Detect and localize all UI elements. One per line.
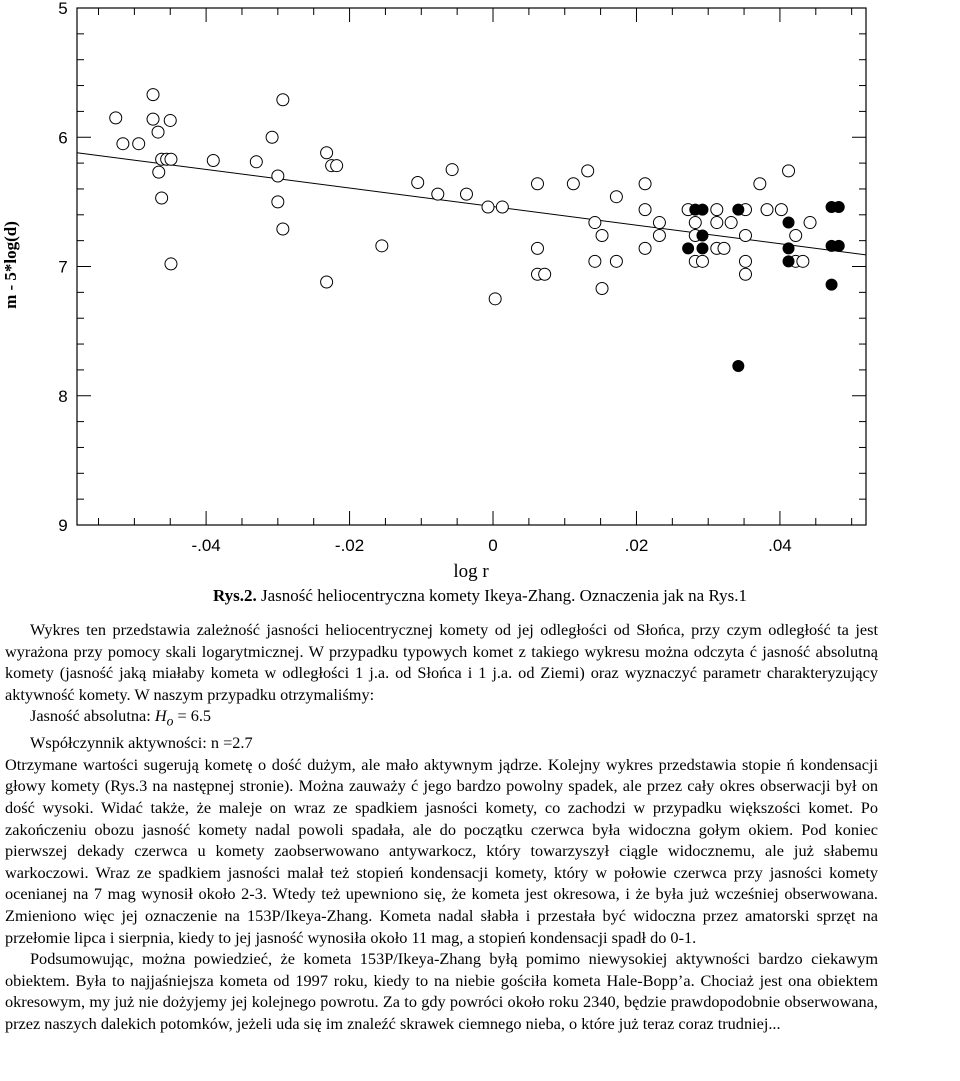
data-point-open: [739, 255, 751, 267]
data-point-open: [582, 165, 594, 177]
data-point-open: [110, 112, 122, 124]
data-point-open: [775, 204, 787, 216]
abs-subscript: o: [166, 713, 174, 729]
abs-label: Jasność absolutna:: [30, 706, 151, 726]
y-tick-label: 8: [58, 386, 68, 406]
data-point-open: [596, 282, 608, 294]
data-point-open: [596, 229, 608, 241]
data-point-filled: [833, 202, 844, 213]
data-point-filled: [783, 256, 794, 267]
data-point-open: [117, 138, 129, 150]
data-point-filled: [733, 361, 744, 372]
data-point-filled: [783, 243, 794, 254]
data-point-open: [711, 217, 723, 229]
data-point-filled: [697, 243, 708, 254]
data-points: [110, 89, 845, 372]
data-point-open: [412, 176, 424, 188]
activity-line: Współczynnik aktywności: n =2.7: [30, 733, 253, 753]
data-point-filled: [697, 230, 708, 241]
y-tick-label: 6: [58, 128, 68, 148]
data-point-open: [696, 255, 708, 267]
absolute-magnitude-line: [5, 705, 878, 732]
body-text: [5, 619, 878, 1035]
x-axis-ticks: [99, 8, 852, 555]
data-point-open: [165, 153, 177, 165]
data-point-open: [152, 126, 164, 138]
caption-text: Jasność heliocentryczna komety Ikeya-Zhang. Oznaczenia jak na Rys.1: [261, 586, 748, 605]
data-point-open: [754, 178, 766, 190]
data-point-open: [331, 160, 343, 172]
paragraph-2: Otrzymane wartości sugerują kometę o dość dużym, ale mało aktywnym jądrze. Kolejny wykres przedstawia stopie ń kondensacji głowy komety (Rys.3 na następnej stronie). Można zauważy ć jego bardzo powolny spadek, ale przez cały okres obserwacji był on dość wysoki. Widać także, że maleje on wraz ze spadkiem jasności komety, co zachodzi w przypadku większości komet. Po zakończeniu obozu jasność komety nadal powoli spadała, ale do początku czerwca była widoczna gołym okiem. Pod koniec pierwszej dekady czerwca u komety zaobserwowano antywarkocz, który towarzyszył ciągle widocznemu, ale już słabemu warkoczowi. Wraz ze spadkiem jasności malał też stopień kondensacji komety, który w połowie czerwca przy jasności komety ocenianej na 7 mag wynosił około 2-3. Wtedy też upewniono się, że kometa jest okresowa, i że była już wcześniej obserwowana. Zmieniono więc jej oznaczenie na 153P/Ikeya-Zhang. Kometa nadal słabła i przestała być widoczna przez amatorski sprzęt na przełomie lipca i sierpnia, kiedy to jej jasność wynosiła około 11 mag, a stopień kondensacji spadł do 0-1.: [5, 754, 878, 947]
data-point-open: [531, 242, 543, 254]
data-point-open: [147, 89, 159, 101]
data-point-filled: [783, 217, 794, 228]
data-point-open: [376, 240, 388, 252]
y-tick-label: 5: [58, 0, 68, 18]
data-point-open: [539, 268, 551, 280]
data-point-filled: [683, 243, 694, 254]
data-point-open: [610, 255, 622, 267]
data-point-open: [797, 255, 809, 267]
data-point-open: [653, 217, 665, 229]
data-point-open: [266, 131, 278, 143]
abs-symbol: H: [154, 706, 167, 726]
data-point-open: [639, 178, 651, 190]
x-tick-label: -.04: [191, 536, 221, 555]
data-point-open: [164, 114, 176, 126]
data-point-open: [589, 217, 601, 229]
data-point-open: [321, 276, 333, 288]
data-point-filled: [833, 240, 844, 251]
abs-value: = 6.5: [173, 706, 212, 726]
caption-label: Rys.2.: [212, 586, 257, 605]
abs-formula: [154, 706, 212, 729]
data-point-open: [482, 201, 494, 213]
y-axis-label: m - 5*log(d): [1, 221, 20, 309]
data-point-open: [272, 170, 284, 182]
data-point-open: [739, 229, 751, 241]
x-tick-label: 0: [488, 536, 498, 555]
data-point-open: [761, 204, 773, 216]
data-point-open: [446, 164, 458, 176]
data-point-open: [653, 229, 665, 241]
data-point-open: [718, 242, 730, 254]
data-point-open: [783, 165, 795, 177]
x-tick-label: -.02: [334, 536, 365, 555]
data-point-open: [639, 204, 651, 216]
data-point-open: [610, 191, 622, 203]
data-point-open: [567, 178, 579, 190]
data-point-filled: [733, 204, 744, 215]
y-tick-label: 9: [58, 516, 68, 535]
paragraph-3: Podsumowując, można powiedzieć, że kometa 153P/Ikeya-Zhang byłą pomimo niewysokiej aktywności bardzo ciekawym obiektem. Była to najjaśniejsza kometa od 1997 roku, kiedy to na niebie gościła kometa Hale-Bopp’a. Chociaż jest ona obiektem okresowym, my już nie dożyjemy jej kolejnego powrotu. Za to gdy powróci około roku 2340, będzie prawdopodobnie obserwowana, przez naszych dalekich potomków, jeżeli uda się im znaleźć skrawek ciemnego nieba, o które już teraz coraz trudniej...: [5, 949, 878, 1033]
data-point-open: [147, 113, 159, 125]
data-point-open: [460, 188, 472, 200]
data-point-open: [133, 138, 145, 150]
data-point-open: [496, 201, 508, 213]
y-tick-label: 7: [58, 257, 68, 277]
data-point-open: [531, 178, 543, 190]
data-point-open: [739, 268, 751, 280]
data-point-open: [272, 196, 284, 208]
data-point-open: [207, 155, 219, 167]
data-point-open: [165, 258, 177, 270]
data-point-open: [156, 192, 168, 204]
figure-caption: [0, 586, 960, 606]
data-point-open: [725, 217, 737, 229]
data-point-open: [153, 166, 165, 178]
data-point-open: [804, 217, 816, 229]
x-tick-label: .04: [768, 536, 792, 555]
x-axis-label: log r: [453, 561, 489, 582]
data-point-open: [689, 217, 701, 229]
x-tick-label: .02: [624, 536, 649, 555]
data-point-filled: [826, 279, 837, 290]
data-point-open: [589, 255, 601, 267]
data-point-open: [277, 223, 289, 235]
data-point-filled: [697, 204, 708, 215]
data-point-open: [250, 156, 262, 168]
data-point-open: [639, 242, 651, 254]
paragraph-1: Wykres ten przedstawia zależność jasności heliocentrycznej komety od jej odległości od Słońca, przy czym odległość ta jest wyrażona przy pomocy skali logarytmicznej. W przypadku typowych komet z takiego wykresu można odczyta ć jasność absolutną komety (jasność jaką miałaby kometa w odległości 1 j.a. od Słońca i 1 j.a. od Ziemi) oraz wyznaczyć parametr charakteryzujący aktywność komety. W naszym przypadku otrzymaliśmy:: [5, 620, 878, 704]
data-point-open: [321, 147, 333, 159]
data-point-open: [277, 94, 289, 106]
data-point-open: [489, 293, 501, 305]
data-point-open: [711, 204, 723, 216]
data-point-open: [790, 229, 802, 241]
data-point-open: [432, 188, 444, 200]
